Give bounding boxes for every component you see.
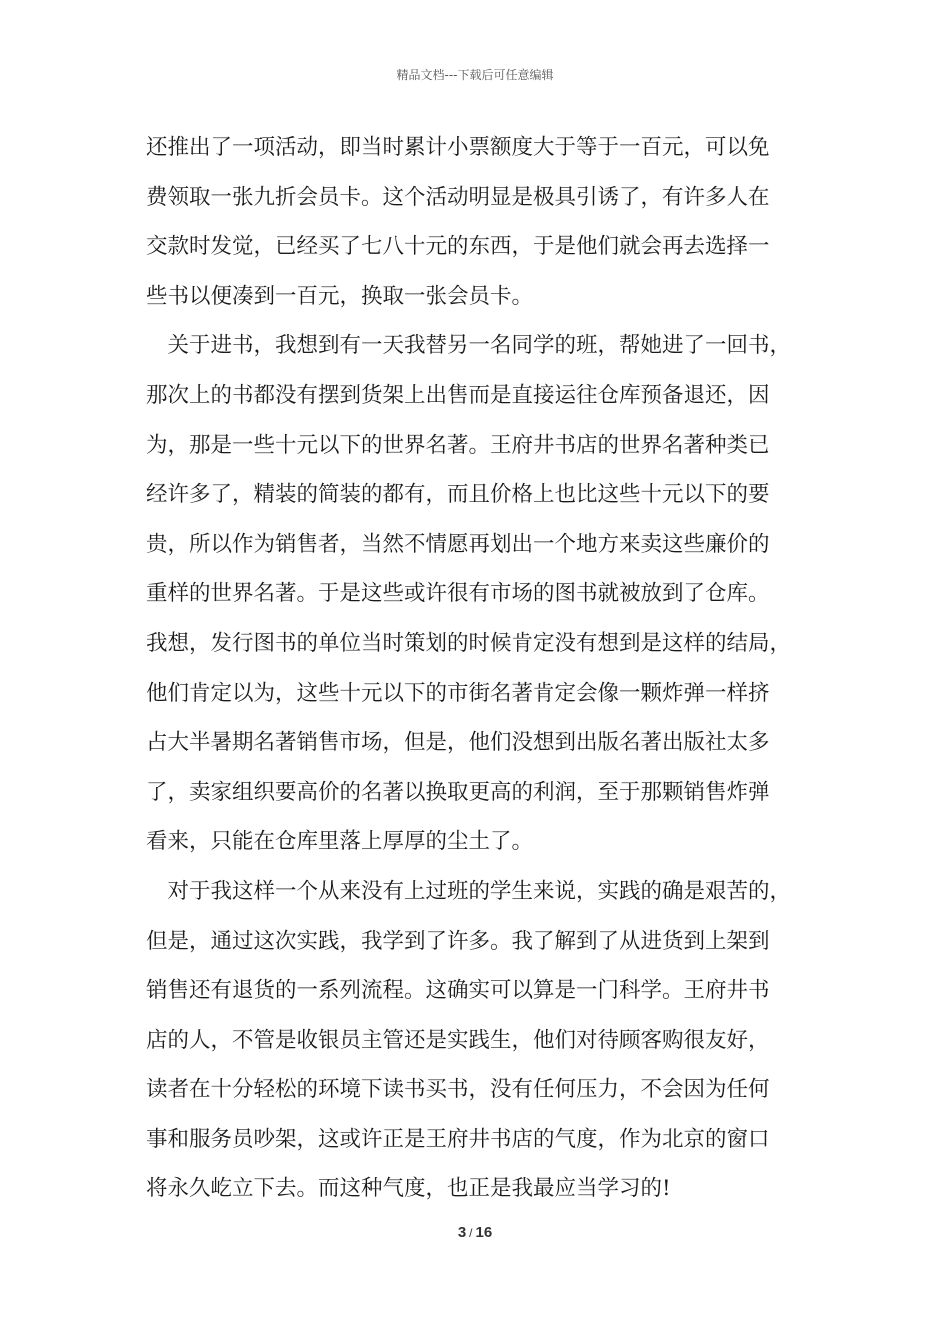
text-line: 费领取一张九折会员卡。这个活动明显是极具引诱了，有许多人在 bbox=[146, 184, 770, 210]
text-line: 事和服务员吵架，这或许正是王府井书店的气度，作为北京的窗口 bbox=[146, 1126, 770, 1152]
text-line: 店的人，不管是收银员主管还是实践生，他们对待顾客购很友好， bbox=[146, 1027, 770, 1053]
text-line: 但是，通过这次实践，我学到了许多。我了解到了从进货到上架到 bbox=[146, 928, 770, 954]
text-line: 将永久屹立下去。而这种气度，也正是我最应当学习的! bbox=[146, 1176, 671, 1202]
text-line: 交款时发觉，已经买了七八十元的东西，于是他们就会再去选择一 bbox=[146, 234, 770, 260]
text-line: 关于进书，我想到有一天我替另一名同学的班，帮她进了一回书， bbox=[146, 333, 792, 359]
text-line: 经许多了，精装的简装的都有，而且价格上也比这些十元以下的要 bbox=[146, 482, 770, 508]
document-body bbox=[146, 130, 816, 1221]
text-line: 读者在十分轻松的环境下读书买书，没有任何压力，不会因为任何 bbox=[146, 1077, 770, 1103]
text-line: 些书以便凑到一百元，换取一张会员卡。 bbox=[146, 283, 534, 309]
text-line: 贵，所以作为销售者，当然不情愿再划出一个地方来卖这些廉价的 bbox=[146, 531, 770, 557]
page-header: 精品文档---下载后可任意编辑 bbox=[396, 68, 554, 82]
page-separator: / bbox=[469, 1226, 473, 1240]
total-pages: 16 bbox=[475, 1224, 493, 1241]
text-line: 占大半暑期名著销售市场，但是，他们没想到出版名著出版社太多 bbox=[146, 730, 770, 756]
text-line: 对于我这样一个从来没有上过班的学生来说，实践的确是艰苦的， bbox=[146, 878, 792, 904]
text-line: 为，那是一些十元以下的世界名著。王府井书店的世界名著种类已 bbox=[146, 432, 770, 458]
text-line: 那次上的书都没有摆到货架上出售而是直接运往仓库预备退还，因 bbox=[146, 382, 770, 408]
text-line: 他们肯定以为，这些十元以下的市街名著肯定会像一颗炸弹一样挤 bbox=[146, 680, 770, 706]
text-line: 重样的世界名著。于是这些或许很有市场的图书就被放到了仓库。 bbox=[146, 581, 770, 607]
text-line: 了，卖家组织要高价的名著以换取更高的利润，至于那颗销售炸弹 bbox=[146, 779, 770, 805]
text-line: 销售还有退货的一系列流程。这确实可以算是一门科学。王府井书 bbox=[146, 978, 770, 1004]
text-line: 还推出了一项活动，即当时累计小票额度大于等于一百元，可以免 bbox=[146, 135, 770, 160]
page-number bbox=[0, 1224, 950, 1241]
text-line: 我想，发行图书的单位当时策划的时候肯定没有想到是这样的结局， bbox=[146, 630, 792, 656]
text-line: 看来，只能在仓库里落上厚厚的尘土了。 bbox=[146, 829, 534, 855]
current-page: 3 bbox=[457, 1224, 467, 1241]
